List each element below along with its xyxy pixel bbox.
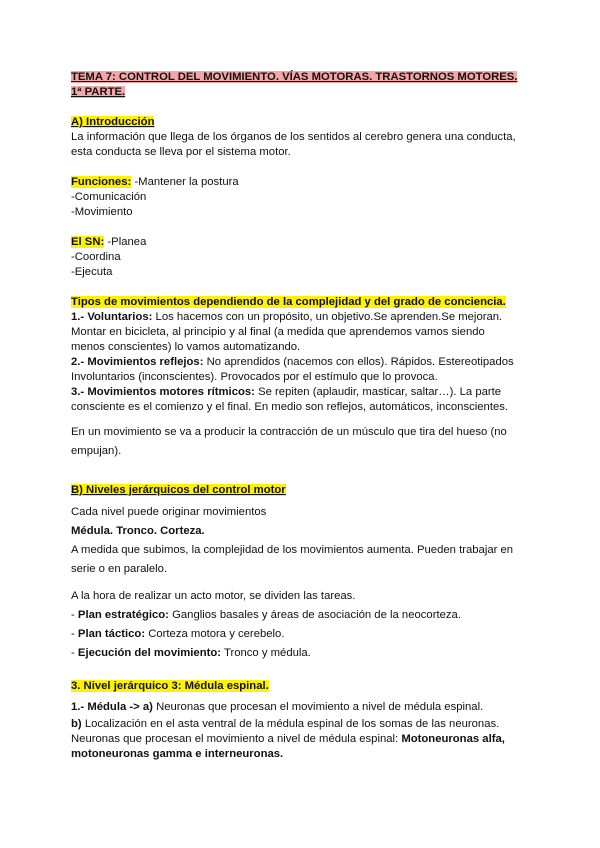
sn-line (71, 235, 521, 250)
funciones-item: -Mantener la postura (134, 176, 239, 188)
sn-item: -Ejecuta (71, 266, 113, 278)
section-a-heading: A) Introducción (71, 116, 155, 128)
section-3-heading: 3. Nivel jerárquico 3: Médula espinal. (71, 680, 269, 692)
title-line-2: 1ª PARTE. (71, 86, 126, 98)
sn-label: El SN: (71, 236, 105, 248)
section-b-line: Cada nivel puede originar movimientos (71, 506, 267, 518)
funciones-line (71, 175, 521, 190)
tipos-heading: Tipos de movimientos dependiendo de la complejidad y del grado de conciencia. (71, 296, 506, 308)
document-title (71, 70, 521, 100)
plan-tactico-line: - Plan táctico: Corteza motora y cerebelo. (71, 628, 285, 640)
tipos-item-3: 3.- Movimientos motores rítmicos: Se repiten (aplaudir, masticar, saltar…). La parte consciente es el comienzo y el final. En medio son reflejos, automáticos, inconscientes. (71, 386, 509, 413)
levels-line: Médula. Tronco. Corteza. (71, 525, 205, 537)
medula-item-1: 1.- Médula -> a) Neuronas que procesan el movimiento a nivel de médula espinal. (71, 701, 484, 713)
intro-paragraph: La información que llega de los órganos de los sentidos al cerebro genera una conducta, esta conducta se lleva por el sistema motor. (71, 131, 516, 158)
sn-item: -Coordina (71, 251, 121, 263)
funciones-label: Funciones: (71, 176, 132, 188)
plan-estrategico-line: - Plan estratégico: Ganglios basales y áreas de asociación de la neocorteza. (71, 609, 461, 621)
medula-item-b: b) Localización en el asta ventral de la médula espinal de los somas de las neuronas. Neuronas que procesan el movimiento a nivel de médula espinal: Motoneuronas alfa, motoneuronas gamma e interneuronas. (71, 718, 505, 760)
funciones-item: -Comunicación (71, 191, 147, 203)
contraction-paragraph: En un movimiento se va a producir la contracción de un músculo que tira del hueso (no empujan). (71, 426, 507, 457)
complexity-paragraph: A medida que subimos, la complejidad de los movimientos aumenta. Pueden trabajar en serie o en paralelo. (71, 544, 514, 575)
ejecucion-line: - Ejecución del movimiento: Tronco y médula. (71, 647, 311, 659)
title-line-1: TEMA 7: CONTROL DEL MOVIMIENTO. VÍAS MOTORAS. TRASTORNOS MOTORES. (71, 71, 518, 83)
tipos-item-1: 1.- Voluntarios: Los hacemos con un propósito, un objetivo.Se aprenden.Se mejoran. Montar en bicicleta, al principio y al final (a medida que aprendemos vamos siendo menos conscientes) lo vamos automatizando. (71, 311, 503, 353)
funciones-item: -Movimiento (71, 206, 133, 218)
tipos-item-2: 2.- Movimientos reflejos: No aprendidos (nacemos con ellos). Rápidos. Estereotipados Involuntarios (inconscientes). Provocados por el estímulo que lo provoca. (71, 356, 514, 383)
document-body (71, 70, 521, 762)
tasks-line: A la hora de realizar un acto motor, se dividen las tareas. (71, 590, 356, 602)
sn-item: -Planea (107, 236, 147, 248)
section-b-heading: B) Niveles jerárquicos del control motor (71, 484, 286, 496)
